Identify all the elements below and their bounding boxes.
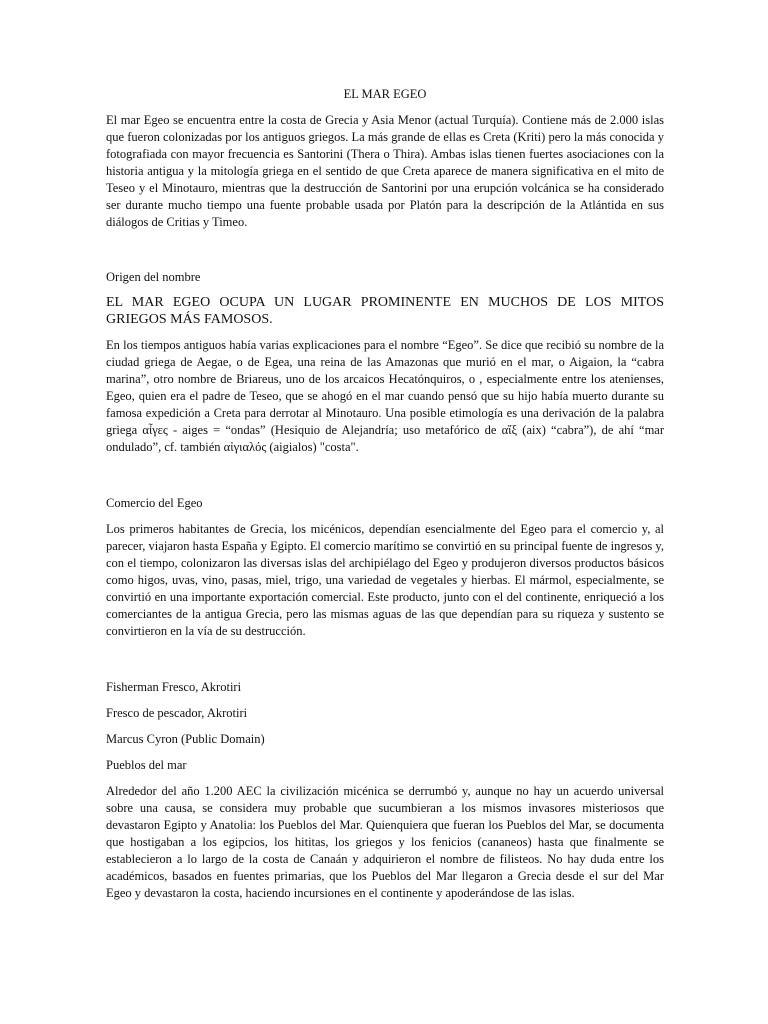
document-page xyxy=(106,86,664,902)
section-heading-origen: Origen del nombre xyxy=(106,270,201,284)
origen-paragraph: En los tiempos antiguos había varias explicaciones para el nombre “Egeo”. Se dice que recibió su nombre de la ciudad griega de Aegae, o de Egea, una reina de las Amazonas que murió en el mar, o Aigaion, la “cabra marina”, otro nombre de Briareus, uno de los arcaicos Hecatónquiros, o , especialmente entre los atenienses, Egeo, quien era el padre de Teseo, que se ahogó en el mar cuando pensó que su hijo había muerto durante su famosa expedición a Creta para derrotar al Minotauro. Una posible etimología es una derivación de la palabra griega αἶγες - aiges = “ondas” (Hesiquio de Alejandría; uso metafórico de αἴξ (aix) “cabra”), de ahí “mar ondulado”, cf. también αἰγιαλός (aigialos) "costa". xyxy=(106,338,664,454)
image-credit: Marcus Cyron (Public Domain) xyxy=(106,732,265,746)
image-caption-es: Fresco de pescador, Akrotiri xyxy=(106,706,248,720)
section-subheading-mitos: EL MAR EGEO OCUPA UN LUGAR PROMINENTE EN MUCHOS DE LOS MITOS GRIEGOS MÁS FAMOSOS. xyxy=(106,295,664,327)
intro-paragraph: El mar Egeo se encuentra entre la costa de Grecia y Asia Menor (actual Turquía). Contiene más de 2.000 islas que fueron colonizadas por los antiguos griegos. La más grande de ellas es Creta (Kriti) pero la más conocida y fotografiada con mayor frecuencia es Santorini (Thera o Thira). Ambas islas tienen fuertes asociaciones con la historia antigua y la mitología griega en el sentido de que Creta aparece de manera significativa en el mito de Teseo y el Minotauro, mientras que la destrucción de Santorini por una erupción volcánica se ha considerado ser durante mucho tiempo una fuente probable usada por Platón para la descripción de la Atlántida en sus diálogos de Critias y Timeo. xyxy=(106,113,664,229)
pueblos-paragraph: Alrededor del año 1.200 AEC la civilización micénica se derrumbó y, aunque no hay un acuerdo universal sobre una causa, se considera muy probable que sucumbieran a los mismos invasores misteriosos que devastaron Egipto y Anatolia: los Pueblos del Mar. Quienquiera que fueran los Pueblos del Mar, se documenta que hostigaban a los egipcios, los hititas, los griegos y los fenicios (cananeos) hasta que finalmente se establecieron a lo largo de la costa de Canaán y adquirieron el nombre de filisteos. No hay duda entre los académicos, basados en fuentes primarias, que los Pueblos del Mar llegaron a Grecia desde el sur del Mar Egeo y devastaron la costa, haciendo incursiones en el continente y apoderándose de las islas. xyxy=(106,784,664,900)
section-heading-comercio: Comercio del Egeo xyxy=(106,496,203,510)
comercio-paragraph: Los primeros habitantes de Grecia, los micénicos, dependían esencialmente del Egeo para el comercio y, al parecer, viajaron hasta España y Egipto. El comercio marítimo se convirtió en su principal fuente de ingresos y, con el tiempo, colonizaron las diversas islas del archipiélago del Egeo y produjeron diversos productos básicos como higos, uvas, vino, pasas, miel, trigo, una variedad de vegetales y hierbas. El mármol, especialmente, se convirtió en una importante exportación comercial. Este producto, junto con el del continente, enriqueció a los comerciantes de la antigua Grecia, pero las mismas aguas de las que dependían para su riqueza y sustento se convirtieron en la vía de su destrucción. xyxy=(106,522,664,638)
page-title: EL MAR EGEO xyxy=(343,87,427,101)
section-heading-pueblos: Pueblos del mar xyxy=(106,758,187,772)
image-caption-en: Fisherman Fresco, Akrotiri xyxy=(106,680,242,694)
